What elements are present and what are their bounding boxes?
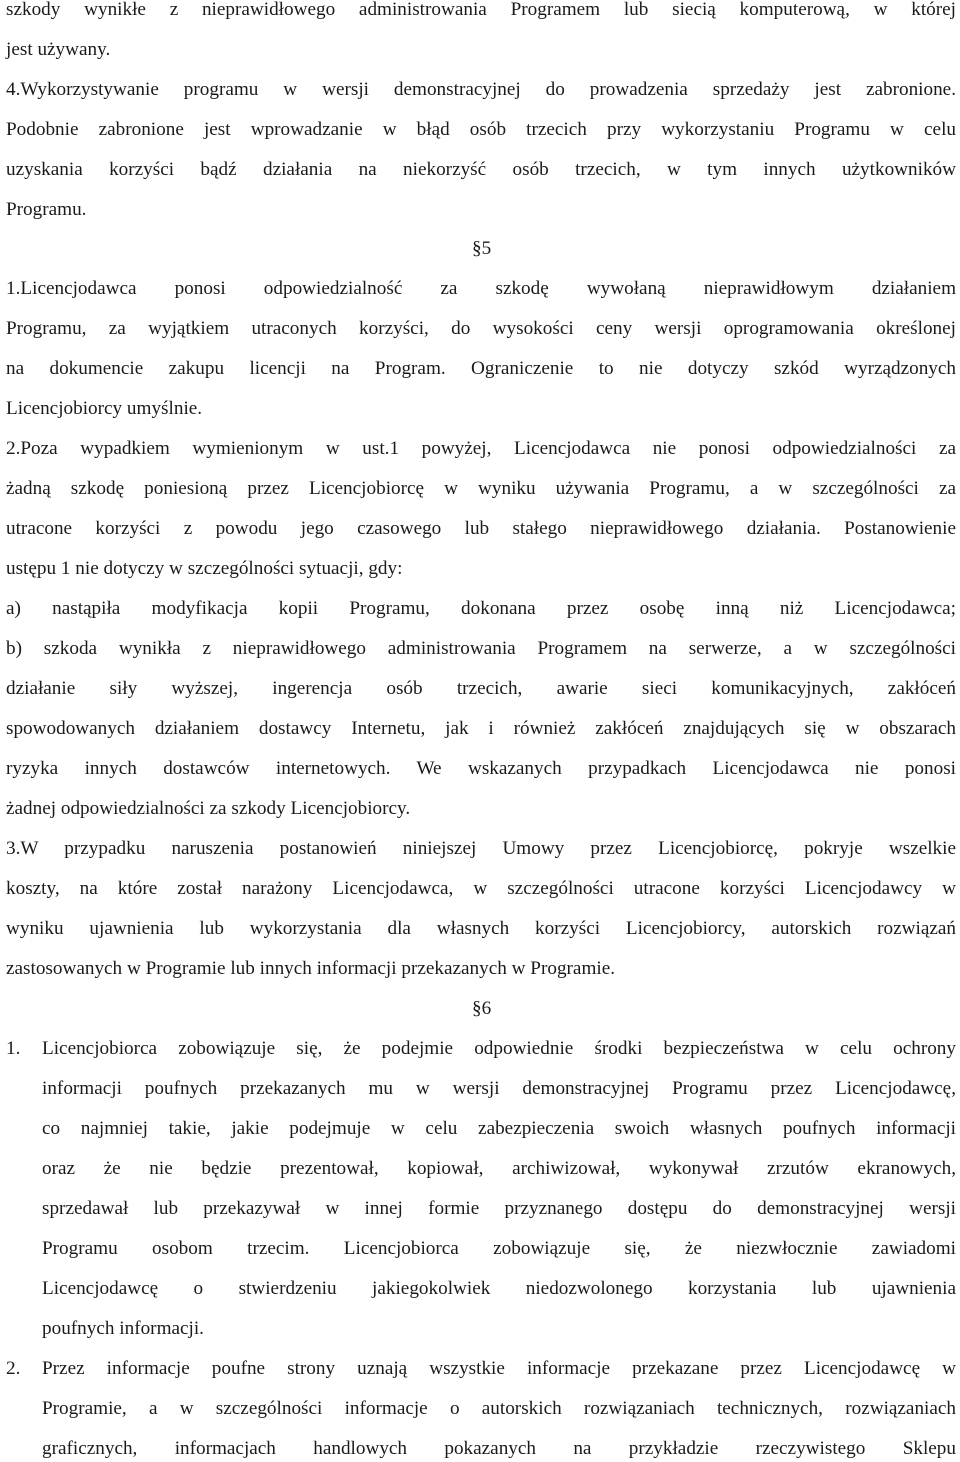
paragraph-line: wyniku ujawnienia lub wykorzystania dla własnych korzyści Licencjobiorcy, autorskich rozwiązań bbox=[6, 918, 956, 939]
list-item-line: oraz że nie będzie prezentował, kopiował, archiwizował, wykonywał zrzutów ekranowych, bbox=[42, 1158, 956, 1179]
paragraph-line: 3.W przypadku naruszenia postanowień niniejszej Umowy przez Licencjobiorcę, pokryje wszelkie bbox=[6, 838, 956, 859]
paragraph-line: a) nastąpiła modyfikacja kopii Programu, dokonana przez osobę inną niż Licencjodawca; bbox=[6, 598, 956, 619]
paragraph-line: żadną szkodę poniesioną przez Licencjobiorcę w wyniku używania Programu, a w szczególności za bbox=[6, 478, 956, 499]
paragraph-line: ustępu 1 nie dotyczy w szczególności sytuacji, gdy: bbox=[6, 558, 403, 579]
paragraph-line: 1.Licencjodawca ponosi odpowiedzialność za szkodę wywołaną nieprawidłowym działaniem bbox=[6, 278, 956, 299]
paragraph-line: Programu. bbox=[6, 199, 87, 220]
list-number: 1. bbox=[6, 1038, 21, 1059]
list-item-line: poufnych informacji. bbox=[42, 1318, 204, 1339]
paragraph-line: uzyskania korzyści bądź działania na niekorzyść osób trzecich, w tym innych użytkowników bbox=[6, 159, 956, 180]
list-item-line: graficznych, informacjach handlowych pokazanych na przykładzie rzeczywistego Sklepu bbox=[42, 1438, 956, 1459]
paragraph-line: żadnej odpowiedzialności za szkody Licencjobiorcy. bbox=[6, 798, 411, 819]
list-item-line: co najmniej takie, jakie podejmuje w celu zabezpieczenia swoich własnych poufnych informacji bbox=[42, 1118, 956, 1139]
paragraph-line: jest używany. bbox=[6, 39, 111, 60]
paragraph-line: 4.Wykorzystywanie programu w wersji demonstracyjnej do prowadzenia sprzedaży jest zabronione. bbox=[6, 79, 956, 100]
list-item-line: Licencjodawcę o stwierdzeniu jakiegokolwiek niedozwolonego korzystania lub ujawnienia bbox=[42, 1278, 956, 1299]
paragraph-line: Podobnie zabronione jest wprowadzanie w błąd osób trzecich przy wykorzystaniu Programu w celu bbox=[6, 119, 956, 140]
paragraph-line: działanie siły wyższej, ingerencja osób trzecich, awarie sieci komunikacyjnych, zakłóceń bbox=[6, 678, 956, 699]
list-item-line: Programie, a w szczególności informacje o autorskich rozwiązaniach technicznych, rozwiązaniach bbox=[42, 1398, 956, 1419]
list-item-line: Licencjobiorca zobowiązuje się, że podejmie odpowiednie środki bezpieczeństwa w celu ochrony bbox=[42, 1038, 956, 1059]
list-item-line: sprzedawał lub przekazywał w innej formie przyznanego dostępu do demonstracyjnej wersji bbox=[42, 1198, 956, 1219]
paragraph-line: szkody wynikłe z nieprawidłowego administrowania Programem lub siecią komputerową, w której bbox=[6, 0, 956, 20]
list-item-line: informacji poufnych przekazanych mu w wersji demonstracyjnej Programu przez Licencjodawcę, bbox=[42, 1078, 956, 1099]
paragraph-line: zastosowanych w Programie lub innych informacji przekazanych w Programie. bbox=[6, 958, 616, 979]
paragraph-line: utracone korzyści z powodu jego czasowego lub stałego nieprawidłowego działania. Postanowienie bbox=[6, 518, 956, 539]
paragraph-line: spowodowanych działaniem dostawcy Internetu, jak i również zakłóceń znajdujących się w obszarach bbox=[6, 718, 956, 739]
section-heading-5: §5 bbox=[472, 238, 492, 259]
paragraph-line: ryzyka innych dostawców internetowych. We wskazanych przypadkach Licencjodawca nie ponosi bbox=[6, 758, 956, 779]
paragraph-line: koszty, na które został narażony Licencjodawca, w szczególności utracone korzyści Licencjodawcy w bbox=[6, 878, 956, 899]
paragraph-line: 2.Poza wypadkiem wymienionym w ust.1 powyżej, Licencjodawca nie ponosi odpowiedzialności za bbox=[6, 438, 956, 459]
list-item-line: Programu osobom trzecim. Licencjobiorca zobowiązuje się, że niezwłocznie zawiadomi bbox=[42, 1238, 956, 1259]
list-item-line: Przez informacje poufne strony uznają wszystkie informacje przekazane przez Licencjodawcę w bbox=[42, 1358, 956, 1379]
paragraph-line: na dokumencie zakupu licencji na Program. Ograniczenie to nie dotyczy szkód wyrządzonych bbox=[6, 358, 956, 379]
section-heading-6: §6 bbox=[472, 998, 492, 1019]
list-number: 2. bbox=[6, 1358, 21, 1379]
paragraph-line: Programu, za wyjątkiem utraconych korzyści, do wysokości ceny wersji oprogramowania określonej bbox=[6, 318, 956, 339]
paragraph-line: Licencjobiorcy umyślnie. bbox=[6, 398, 203, 419]
paragraph-line: b) szkoda wynikła z nieprawidłowego administrowania Programem na serwerze, a w szczególności bbox=[6, 638, 956, 659]
